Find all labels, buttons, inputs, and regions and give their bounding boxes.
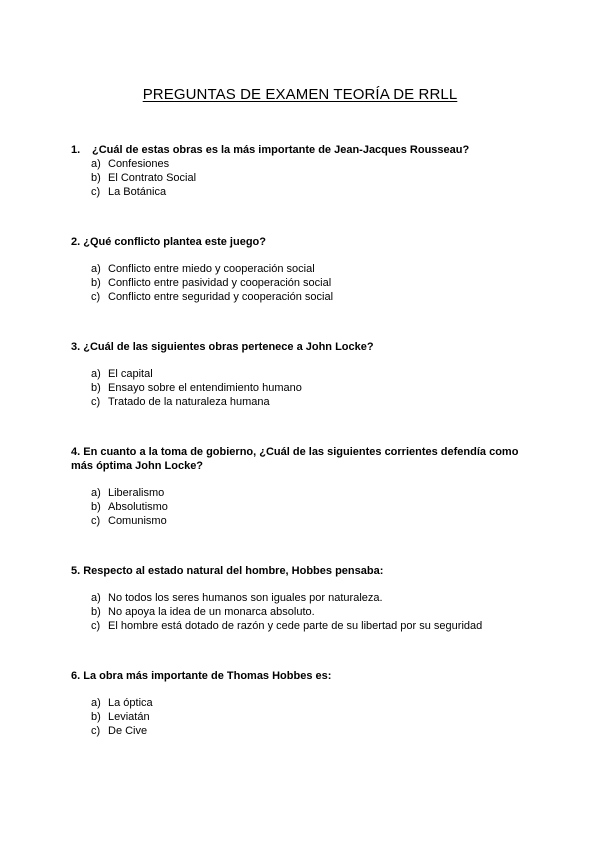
option-item bbox=[71, 514, 541, 528]
option-text: De Cive bbox=[108, 725, 148, 737]
option-letter: c) bbox=[91, 291, 101, 303]
option-item bbox=[71, 171, 541, 185]
question-1-text-line bbox=[71, 143, 541, 157]
options-list bbox=[71, 262, 541, 304]
document-title: PREGUNTAS DE EXAMEN TEORÍA DE RRLL bbox=[142, 86, 458, 103]
option-item bbox=[71, 605, 541, 619]
option-item bbox=[71, 486, 541, 500]
options-list bbox=[71, 486, 541, 528]
options-list bbox=[71, 367, 541, 409]
option-text: El Contrato Social bbox=[108, 172, 197, 184]
option-text: Confesiones bbox=[108, 158, 170, 170]
question-5 bbox=[71, 564, 541, 633]
option-text: No apoya la idea de un monarca absoluto. bbox=[108, 606, 315, 618]
question-text: 5. Respecto al estado natural del hombre, Hobbes pensaba: bbox=[71, 565, 384, 577]
question-number: 1. bbox=[71, 144, 81, 156]
option-letter: a) bbox=[91, 368, 101, 380]
option-letter: c) bbox=[91, 725, 101, 737]
option-letter: c) bbox=[91, 186, 101, 198]
option-item bbox=[71, 262, 541, 276]
option-letter: a) bbox=[91, 592, 101, 604]
option-item bbox=[71, 500, 541, 514]
option-letter: c) bbox=[91, 515, 101, 527]
option-item bbox=[71, 619, 541, 633]
question-text: 6. La obra más importante de Thomas Hobbes es: bbox=[71, 670, 332, 682]
option-item bbox=[71, 185, 541, 199]
question-text: 4. En cuanto a la toma de gobierno, ¿Cuál de las siguientes corrientes defendía como más óptima John Locke? bbox=[71, 446, 519, 472]
options-list bbox=[71, 157, 541, 199]
option-letter: b) bbox=[91, 172, 101, 184]
option-text: La óptica bbox=[108, 697, 153, 709]
option-text: Comunismo bbox=[108, 515, 167, 527]
option-letter: c) bbox=[91, 396, 101, 408]
option-item bbox=[71, 710, 541, 724]
option-text: La Botánica bbox=[108, 186, 167, 198]
option-item bbox=[71, 157, 541, 171]
option-text: Liberalismo bbox=[108, 487, 165, 499]
option-item bbox=[71, 395, 541, 409]
option-text: Conflicto entre pasividad y cooperación social bbox=[108, 277, 332, 289]
question-3 bbox=[71, 340, 541, 409]
options-list bbox=[71, 696, 541, 738]
option-item bbox=[71, 367, 541, 381]
option-item bbox=[71, 381, 541, 395]
option-text: Conflicto entre seguridad y cooperación social bbox=[108, 291, 334, 303]
option-letter: a) bbox=[91, 697, 101, 709]
option-item bbox=[71, 290, 541, 304]
option-text: El hombre está dotado de razón y cede parte de su libertad por su seguridad bbox=[108, 620, 483, 632]
question-6 bbox=[71, 669, 541, 738]
option-letter: b) bbox=[91, 501, 101, 513]
option-text: Leviatán bbox=[108, 711, 150, 723]
option-text: Tratado de la naturaleza humana bbox=[108, 396, 270, 408]
question-1 bbox=[71, 143, 541, 199]
option-item bbox=[71, 591, 541, 605]
question-text: 3. ¿Cuál de las siguientes obras pertenece a John Locke? bbox=[71, 341, 374, 353]
option-text: El capital bbox=[108, 368, 153, 380]
question-2 bbox=[71, 235, 541, 304]
option-letter: b) bbox=[91, 711, 101, 723]
option-letter: b) bbox=[91, 606, 101, 618]
option-text: Conflicto entre miedo y cooperación social bbox=[108, 263, 315, 275]
option-letter: c) bbox=[91, 620, 101, 632]
option-text: No todos los seres humanos son iguales por naturaleza. bbox=[108, 592, 383, 604]
option-letter: a) bbox=[91, 487, 101, 499]
option-letter: a) bbox=[91, 263, 101, 275]
option-letter: b) bbox=[91, 277, 101, 289]
option-item bbox=[71, 276, 541, 290]
question-text: 2. ¿Qué conflicto plantea este juego? bbox=[71, 236, 266, 248]
question-text: ¿Cuál de estas obras es la más importante de Jean-Jacques Rousseau? bbox=[92, 144, 470, 156]
option-item bbox=[71, 724, 541, 738]
question-4 bbox=[71, 445, 541, 528]
option-text: Absolutismo bbox=[108, 501, 168, 513]
option-item bbox=[71, 696, 541, 710]
option-letter: a) bbox=[91, 158, 101, 170]
options-list bbox=[71, 591, 541, 633]
option-letter: b) bbox=[91, 382, 101, 394]
option-text: Ensayo sobre el entendimiento humano bbox=[108, 382, 302, 394]
